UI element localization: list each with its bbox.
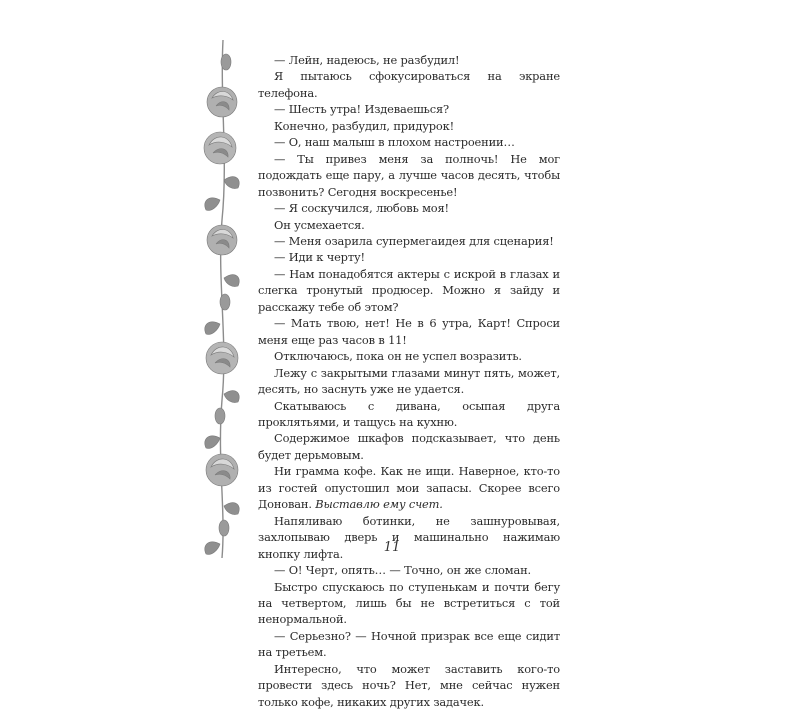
paragraph-text: Скатываюсь с дивана, осыпая друга проклятьями, и тащусь на кухню. [258, 398, 560, 429]
paragraph [258, 365, 560, 398]
paragraph-text: — О! Черт, опять… — Точно, он же сломан. [274, 563, 532, 578]
paragraph-text: Лежу с закрытыми глазами минут пять, может, десять, но заснуть уже не удается. [258, 365, 560, 397]
paragraph-text: — Я соскучился, любовь моя! [274, 201, 449, 216]
paragraph-text: — Шесть утра! Издеваешься? [274, 102, 449, 117]
paragraph [258, 463, 560, 512]
paragraph-text: — Серьезно? — Ночной призрак все еще сидит на третьем. [258, 628, 560, 660]
paragraph-text: Отключаюсь, пока он не успел возразить. [274, 349, 522, 364]
paragraph [258, 200, 560, 216]
paragraph [258, 101, 560, 117]
paragraph [258, 217, 560, 233]
paragraph-text: Ни грамма кофе. Как не ищи. Наверное, кто-то из гостей опустошил мои запасы. Скорее всего Донован. [258, 464, 560, 512]
paragraph-text: Напяливаю ботинки, не зашнуровывая, захлопываю дверь и машинально нажимаю кнопку лифта. [258, 513, 560, 561]
paragraph-text: Интересно, что может заставить кого-то провести здесь ночь? Нет, мне сейчас нужен только кофе, никаких других задачек. [258, 661, 560, 709]
paragraph-text: Содержимое шкафов подсказывает, что день будет дерьмовым. [258, 431, 560, 462]
paragraph [258, 266, 560, 315]
paragraph-text: Он усмехается. [274, 217, 365, 232]
paragraph-text: — Нам понадобятся актеры с искрой в глазах и слегка тронутый продюсер. Можно я зайду и расскажу тебе об этом? [258, 266, 560, 314]
paragraph [258, 118, 560, 134]
paragraph [258, 579, 560, 628]
paragraph [258, 348, 560, 364]
paragraph [258, 52, 560, 68]
paragraph-text: — Мать твою, нет! Не в 6 утра, Карт! Спроси меня еще раз часов в 11! [258, 316, 560, 347]
paragraph [258, 233, 560, 249]
paragraph [258, 661, 560, 710]
paragraph-text: Быстро спускаюсь по ступенькам и почти бегу на четвертом, лишь бы не встретиться с той ненормальной. [258, 579, 560, 627]
rose-vine-icon [200, 40, 246, 558]
book-text [258, 52, 560, 710]
paragraph [258, 315, 560, 348]
paragraph-italic-text: Выставлю ему счет. [315, 497, 443, 512]
page-number: 11 [383, 540, 401, 555]
paragraph [258, 68, 560, 101]
paragraph-text: — Ты привез меня за полночь! Не мог подождать еще пару, а лучше часов десять, чтобы позвонить? Сегодня воскресенье! [258, 151, 560, 199]
paragraph [258, 562, 560, 578]
paragraph-text: — Меня озарила супермегаидея для сценария! [274, 233, 554, 248]
paragraph-text: — О, наш малыш в плохом настроении… [274, 135, 515, 150]
paragraph-text: Я пытаюсь сфокусироваться на экране телефона. [258, 69, 560, 100]
paragraph [258, 134, 560, 150]
paragraph [258, 430, 560, 463]
paragraph [258, 398, 560, 431]
paragraph-text: Конечно, разбудил, придурок! [274, 118, 455, 133]
paragraph-text: — Иди к черту! [274, 250, 365, 265]
paragraph [258, 628, 560, 661]
paragraph-text: — Лейн, надеюсь, не разбудил! [274, 53, 460, 67]
paragraph [258, 151, 560, 200]
paragraph [258, 249, 560, 265]
